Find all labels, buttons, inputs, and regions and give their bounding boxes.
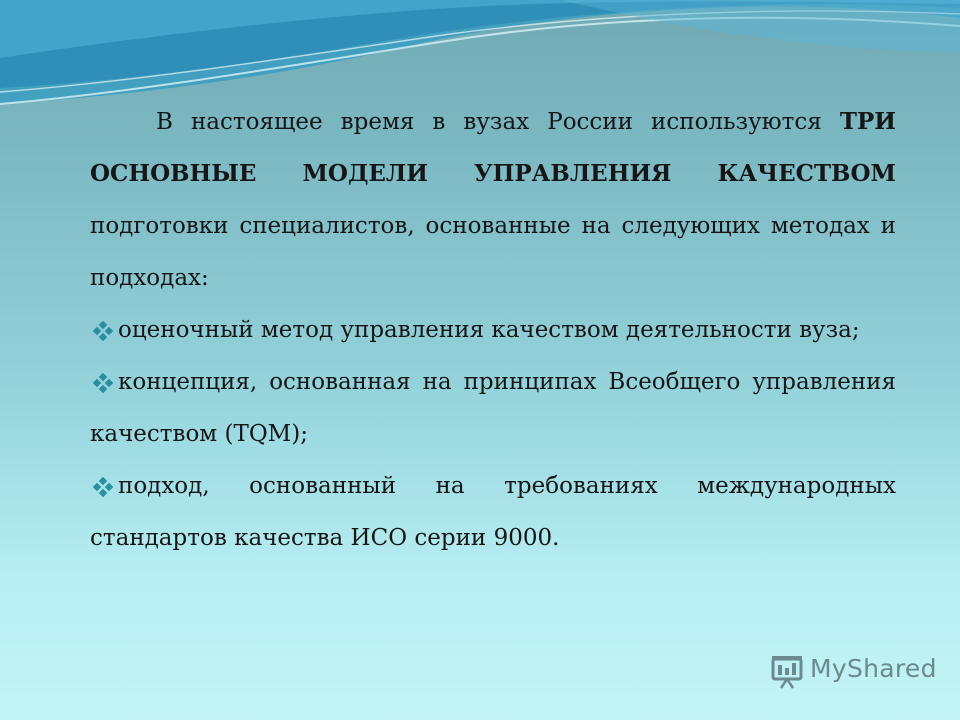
bullet-item-1 bbox=[90, 304, 896, 356]
intro-text-end: подготовки специалистов, основанные на следующих методах и подходах: bbox=[90, 213, 896, 291]
slide-body bbox=[90, 96, 896, 564]
bullet-text: оценочный метод управления качеством деятельности вуза; bbox=[118, 317, 860, 343]
intro-text: В настоящее время в вузах России используются bbox=[156, 109, 840, 135]
logo-text: MyShared bbox=[810, 654, 937, 683]
bullet-text: концепция, основанная на принципах Всеобщего управления качеством (TQM); bbox=[90, 369, 896, 447]
intro-emphasis: ТРИ ОСНОВНЫЕ МОДЕЛИ УПРАВЛЕНИЯ КАЧЕСТВОМ bbox=[90, 108, 896, 187]
bullet-item-2 bbox=[90, 356, 896, 460]
bullet-text: подход, основанный на требованиях международных стандартов качества ИСО серии 9000. bbox=[90, 473, 896, 551]
bullet-item-3 bbox=[90, 460, 896, 564]
myshared-logo[interactable] bbox=[770, 652, 937, 692]
diamond-bullet-icon bbox=[93, 373, 113, 393]
diamond-bullet-icon bbox=[93, 321, 113, 341]
projector-screen-icon bbox=[770, 654, 806, 690]
diamond-bullet-icon bbox=[93, 477, 113, 497]
intro-paragraph bbox=[90, 96, 896, 304]
